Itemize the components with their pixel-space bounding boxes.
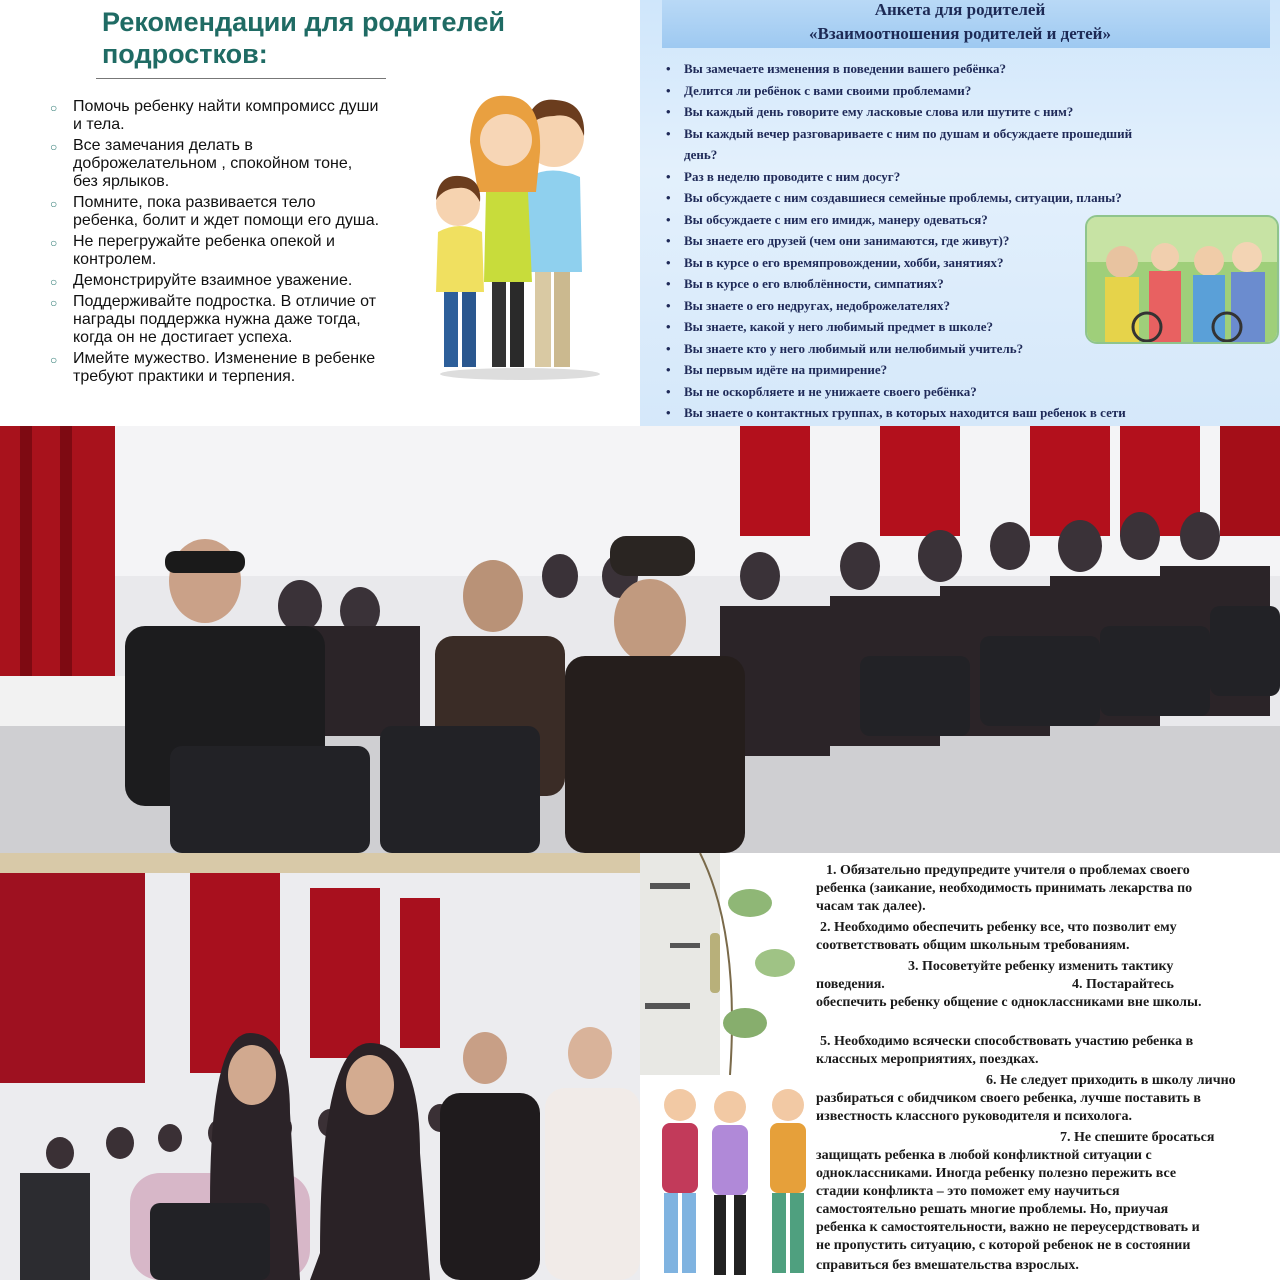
advice-line: 2. Необходимо обеспечить ребенку все, что позволит ему <box>820 920 1177 935</box>
question-text: Вы знаете его друзей (чем они занимаются, где живут)? <box>684 233 1010 248</box>
question-text: Вы первым идёте на примирение? <box>684 362 888 377</box>
advice-line: часам так далее). <box>816 899 926 914</box>
question-item <box>666 381 1266 403</box>
question-text: Вы знаете о контактных группах, в которых находится ваш ребенок в сети <box>684 405 1126 420</box>
question-text: день? <box>684 147 718 162</box>
question-text: Вы замечаете изменения в поведении вашего ребёнка? <box>684 61 1007 76</box>
question-text: Вы не оскорбляете и не унижаете своего ребёнка? <box>684 383 977 399</box>
circle-bullet-icon: ○ <box>50 275 58 289</box>
bullet-icon: • <box>666 125 671 141</box>
questionnaire-title: Анкета для родителей <box>874 0 1046 19</box>
circle-bullet-icon: ○ <box>50 236 58 250</box>
list-item <box>50 350 440 386</box>
advice-line: разбираться с обидчиком своего ребенка, лучше поставить в <box>816 1091 1201 1106</box>
question-item <box>666 316 1064 338</box>
list-item <box>50 137 440 191</box>
title-divider <box>96 78 386 79</box>
question-text: Вы обсуждаете с ним его имидж, манеру одеваться? <box>684 211 988 227</box>
meeting-hall-scene <box>0 426 1280 853</box>
children-conflict-illustration <box>640 1075 815 1280</box>
cartoon-family-illustration <box>430 82 600 382</box>
bullet-icon: • <box>666 297 671 313</box>
bullet-icon: • <box>666 190 671 205</box>
advice-line: 6. Не следует приходить в школу лично <box>986 1073 1236 1088</box>
advice-line: 7. Не спешите бросаться <box>1060 1130 1215 1145</box>
advice-line: поведения. <box>816 977 885 992</box>
circle-bullet-icon: ○ <box>50 353 58 367</box>
item-line: контролем. <box>73 251 157 268</box>
bullet-icon: • <box>666 168 671 184</box>
bullet-icon: • <box>666 276 671 291</box>
advice-line: не пропустить ситуацию, с которой ребенок не в состоянии <box>816 1238 1191 1253</box>
advice-line: самостоятельно решать многие проблемы. Но, приучая <box>816 1202 1169 1217</box>
bullet-icon: • <box>666 319 671 334</box>
advice-line: защищать ребенка в любой конфликтной ситуации с <box>816 1148 1152 1163</box>
question-item <box>666 402 1266 424</box>
advice-line: стадии конфликта – это поможет ему научиться <box>816 1184 1120 1199</box>
question-text: Вы знаете, какой у него любимый предмет в школе? <box>684 319 993 334</box>
question-continuation <box>666 144 1266 166</box>
list-item <box>50 98 440 134</box>
bullet-icon: • <box>666 340 671 356</box>
recommendations-panel <box>0 0 640 426</box>
advice-line: классных мероприятиях, поездках. <box>816 1052 1039 1067</box>
meeting-hall-photo <box>0 853 640 1280</box>
bullet-icon: • <box>666 254 671 270</box>
advice-line: 1. Обязательно предупредите учителя о проблемах своего <box>826 863 1190 878</box>
question-item <box>666 209 1064 231</box>
item-line: когда он не достигает успеха. <box>73 329 293 346</box>
question-item <box>666 252 1064 274</box>
advice-line: одноклассниками. Иногда ребенку полезно пережить все <box>816 1166 1177 1181</box>
circle-bullet-icon: ○ <box>50 101 58 115</box>
advice-line: обеспечить ребенку общение с одноклассниками вне школы. <box>816 995 1202 1010</box>
bullet-icon: • <box>666 211 671 227</box>
bullet-icon: • <box>666 82 671 98</box>
item-line: без ярлыков. <box>73 173 170 190</box>
item-line: Не перегружайте ребенка опекой и <box>73 233 335 250</box>
bullet-icon: • <box>666 104 671 119</box>
bullet-icon: • <box>666 61 671 76</box>
family-photo <box>1085 215 1279 344</box>
advice-line: 5. Необходимо всячески способствовать участию ребенка в <box>820 1034 1194 1049</box>
question-text: Делится ли ребёнок с вами своими проблемами? <box>684 82 972 98</box>
question-text: Вы в курсе о его влюблённости, симпатиях? <box>684 276 944 291</box>
question-text: Вы знаете о его недругах, недоброжелателях? <box>684 297 950 313</box>
advice-line: справиться без вмешательства взрослых. <box>816 1258 1079 1273</box>
bullet-icon: • <box>666 405 671 420</box>
title-line-2: подростков: <box>102 39 268 69</box>
birch-branch-illustration <box>640 853 810 1075</box>
question-item <box>666 166 1266 188</box>
question-text: Вы в курсе о его времяпровождении, хобби, занятиях? <box>684 254 1004 270</box>
list-item <box>50 233 440 269</box>
item-line: и тела. <box>73 116 125 133</box>
question-item <box>666 295 1064 317</box>
item-line: ребенка, болит и ждет помощи его душа. <box>73 212 380 229</box>
list-item <box>50 293 440 347</box>
circle-bullet-icon: ○ <box>50 197 58 211</box>
advice-panel <box>640 853 1280 1280</box>
questionnaire-subtitle: «Взаимоотношения родителей и детей» <box>809 24 1111 43</box>
question-text: Вы каждый вечер разговариваете с ним по душам и обсуждаете прошедший <box>684 125 1133 141</box>
recommendations-title <box>102 6 622 70</box>
question-item <box>666 123 1266 145</box>
item-line: награды поддержка нужна даже тогда, <box>73 311 361 328</box>
advice-line: соответствовать общим школьным требованиям. <box>816 938 1130 953</box>
item-line: Имейте мужество. Изменение в ребенке <box>73 350 376 367</box>
question-text: Раз в неделю проводите с ним досуг? <box>684 168 901 184</box>
question-text: Вы знаете кто у него любимый или нелюбимый учитель? <box>684 340 1024 356</box>
question-item <box>666 58 1266 80</box>
item-line: Помните, пока развивается тело <box>73 194 316 211</box>
question-item <box>666 101 1266 123</box>
item-line: доброжелательном , спокойном тоне, <box>73 155 353 172</box>
item-line: Демонстрируйте взаимное уважение. <box>73 272 353 289</box>
question-item <box>666 273 1064 295</box>
advice-line: 3. Посоветуйте ребенку изменить тактику <box>908 959 1174 974</box>
title-line-1: Рекомендации для родителей <box>102 7 505 37</box>
questionnaire-panel <box>640 0 1280 426</box>
audience-scene <box>0 853 640 1280</box>
circle-bullet-icon: ○ <box>50 296 58 310</box>
list-item <box>50 272 440 290</box>
bullet-icon: • <box>666 362 671 377</box>
bullet-icon: • <box>666 383 671 399</box>
bullet-icon: • <box>666 233 671 248</box>
meeting-hall-photo-wide <box>0 426 1280 853</box>
question-item <box>666 187 1266 209</box>
question-item <box>666 359 1266 381</box>
item-line: требуют практики и терпения. <box>73 368 296 385</box>
question-text: Вы каждый день говорите ему ласковые слова или шутите с ним? <box>684 104 1074 119</box>
advice-line: известность классного руководителя и психолога. <box>816 1109 1132 1124</box>
advice-line: ребенка к самостоятельности, важно не переусердствовать и <box>816 1220 1200 1235</box>
item-line: Помочь ребенку найти компромисс души <box>73 98 379 115</box>
item-line: Все замечания делать в <box>73 137 253 154</box>
circle-bullet-icon: ○ <box>50 140 58 154</box>
advice-line: 4. Постарайтесь <box>1072 977 1174 992</box>
advice-line: ребенка (заикание, необходимость принимать лекарства по <box>816 881 1193 896</box>
recommendations-list <box>50 98 440 389</box>
question-item <box>666 230 1064 252</box>
item-line: Поддерживайте подростка. В отличие от <box>73 293 377 310</box>
list-item <box>50 194 440 230</box>
question-item <box>666 80 1266 102</box>
question-text: Вы обсуждаете с ним создавшиеся семейные проблемы, ситуации, планы? <box>684 190 1122 205</box>
